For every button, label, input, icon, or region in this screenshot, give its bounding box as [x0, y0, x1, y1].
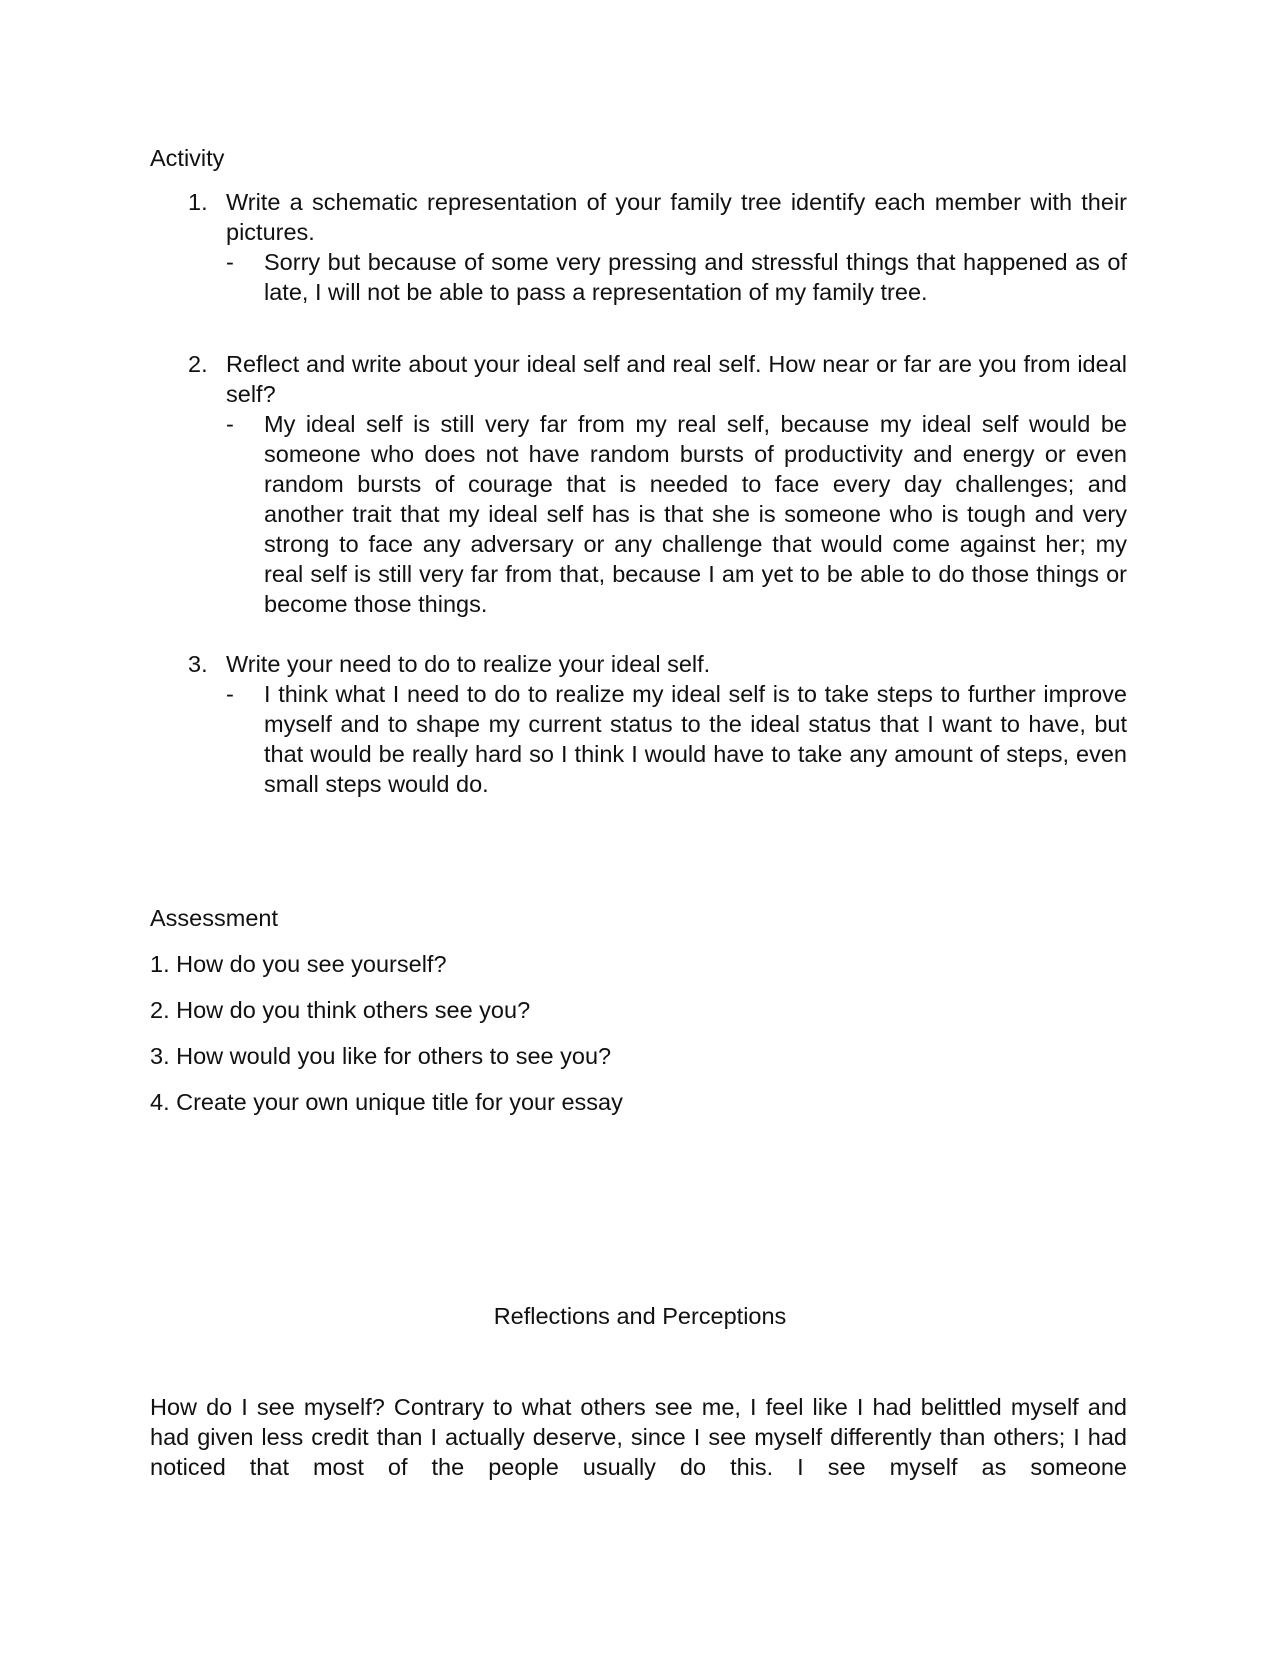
assessment-question-1: 1. How do you see yourself?: [150, 951, 447, 977]
answer-text: I think what I need to do to realize my ideal self is to take steps to further improve myself and to shape my current status to the ideal status that I want to have, but that would be really hard so I think I would have to take any amount of steps, even small steps would do.: [264, 681, 1127, 797]
answer-dash: -: [226, 249, 234, 275]
essay-title: Reflections and Perceptions: [493, 1303, 787, 1329]
assessment-question-4: 4. Create your own unique title for your essay: [150, 1089, 623, 1115]
assessment-heading: Assessment: [150, 905, 278, 931]
answer-dash: -: [226, 411, 234, 437]
activity-heading: Activity: [150, 145, 225, 171]
answer-text: My ideal self is still very far from my real self, because my ideal self would be someone who does not have random bursts of productivity and energy or even random bursts of courage that is needed to face every day challenges; and another trait that my ideal self has is that she is someone who is tough and very strong to face any adversary or any challenge that would come against her; my real self is still very far from that, because I am yet to be able to do those things or become those things.: [264, 411, 1127, 617]
activity-item-3: [188, 649, 1127, 799]
assessment-question-3: 3. How would you like for others to see you?: [150, 1043, 612, 1069]
item-number: 3.: [188, 651, 208, 677]
item-number: 2.: [188, 351, 208, 377]
essay-paragraph: How do I see myself? Contrary to what others see me, I feel like I had belittled myself and had given less credit than I actually deserve, since I see myself differently than others; I had noticed that most of the people usually do this. I see myself as someone: [150, 1394, 1127, 1480]
answer-dash: -: [226, 681, 234, 707]
activity-item-2: [188, 349, 1127, 619]
activity-item-1: [188, 187, 1127, 307]
item-question: Write your need to do to realize your ideal self.: [226, 651, 711, 677]
item-answer: [226, 409, 1127, 619]
item-answer: [226, 247, 1127, 307]
item-question: Write a schematic representation of your family tree identify each member with their pictures.: [226, 189, 1127, 245]
item-question: Reflect and write about your ideal self and real self. How near or far are you from ideal self?: [226, 351, 1127, 407]
assessment-question-2: 2. How do you think others see you?: [150, 997, 531, 1023]
answer-text: Sorry but because of some very pressing and stressful things that happened as of late, I will not be able to pass a representation of my family tree.: [264, 249, 1127, 305]
item-answer: [226, 679, 1127, 799]
item-number: 1.: [188, 189, 208, 215]
